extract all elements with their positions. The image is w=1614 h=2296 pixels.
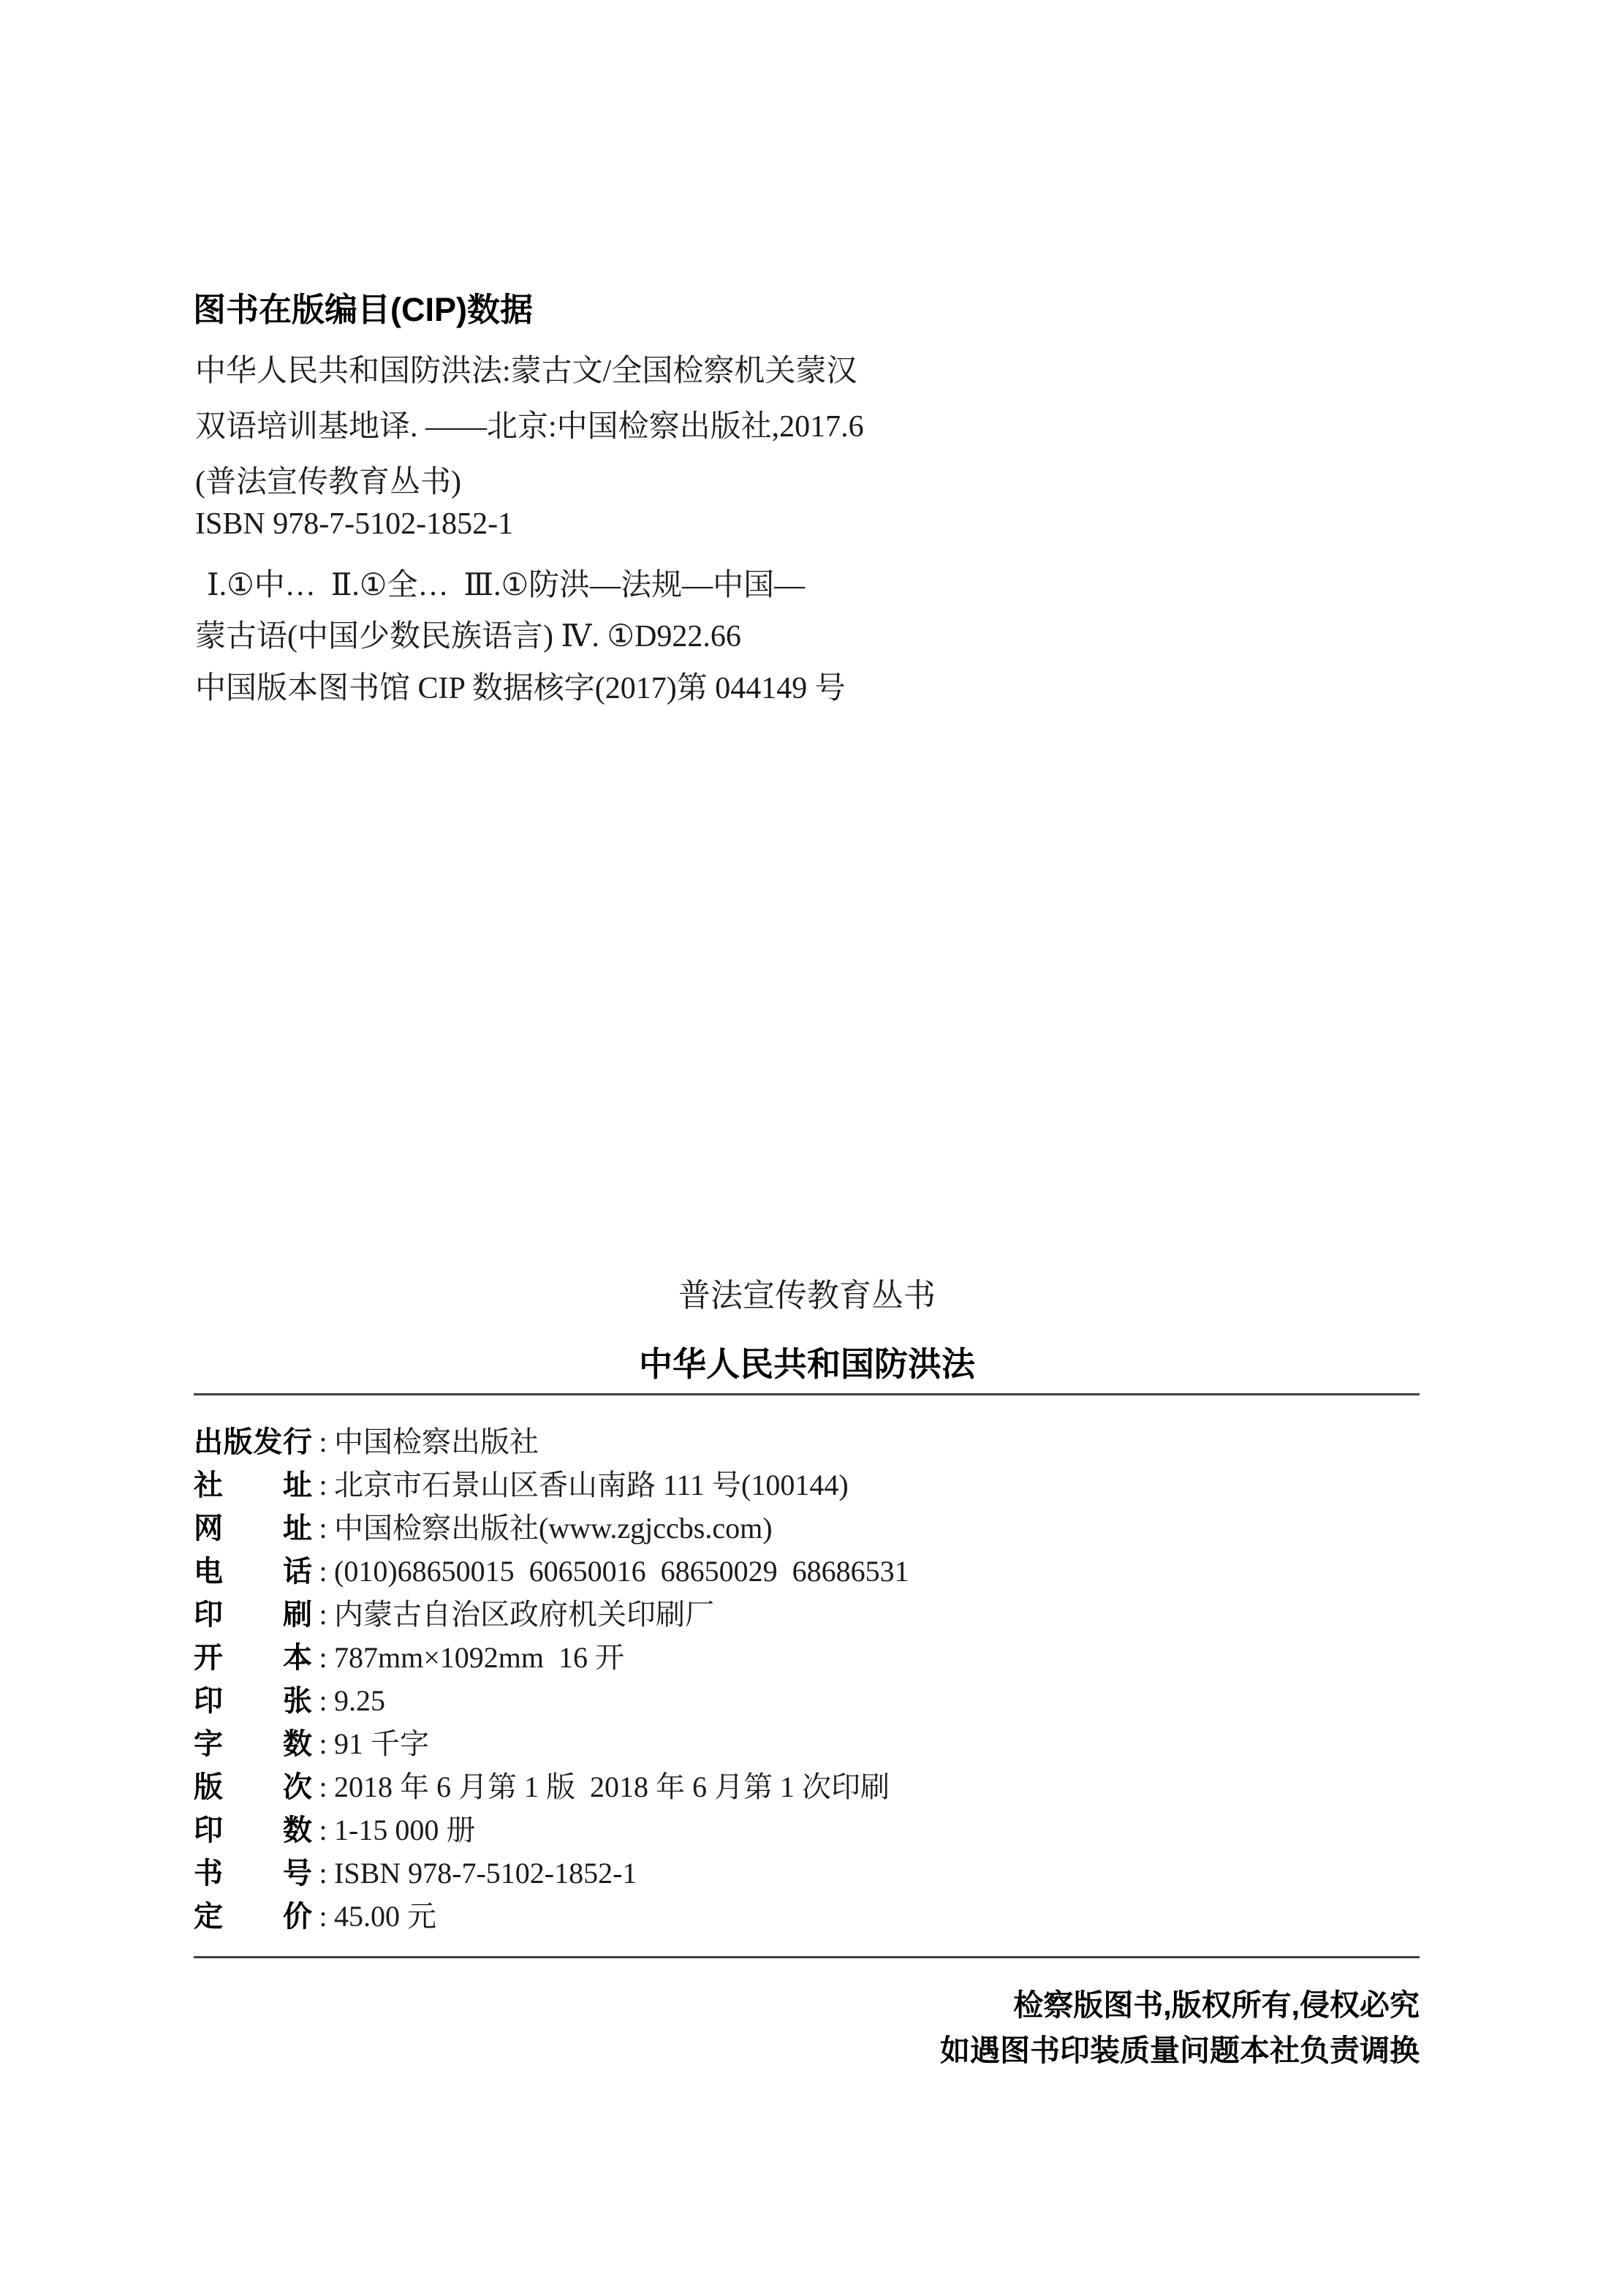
cip-isbn: ISBN 978-7-5102-1852-1	[195, 507, 514, 541]
colophon-value: 787mm×1092mm 16 开	[334, 1641, 625, 1674]
colophon-label-colon: :	[319, 1814, 327, 1846]
colophon-value: 2018 年 6 月第 1 版 2018 年 6 月第 1 次印刷	[334, 1770, 890, 1803]
colophon-row	[194, 1679, 909, 1722]
colophon-label: 印 刷	[194, 1599, 312, 1631]
colophon-label-colon: :	[319, 1900, 327, 1933]
cip-description-line: (普法宣传教育丛书)	[195, 466, 461, 499]
colophon-value: 中国检察出版社(www.zgjccbs.com)	[334, 1512, 773, 1545]
colophon-row	[194, 1507, 909, 1550]
divider-bottom	[194, 1956, 1420, 1958]
colophon-label-colon: :	[319, 1770, 327, 1803]
colophon-row	[194, 1463, 909, 1507]
cip-classification	[195, 560, 805, 662]
colophon-label: 书 号	[194, 1857, 312, 1890]
colophon-row	[194, 1593, 909, 1636]
colophon-value: (010)68650015 60650016 68650029 68686531	[334, 1555, 909, 1588]
colophon-value: 45.00 元	[334, 1900, 436, 1933]
book-title: 中华人民共和国防洪法	[639, 1345, 975, 1383]
colophon-label-colon: :	[319, 1727, 327, 1760]
colophon-label-colon: :	[319, 1598, 327, 1631]
colophon-label-colon: :	[319, 1641, 327, 1674]
series-title: 普法宣传教育丛书	[678, 1278, 936, 1314]
colophon-value: 91 千字	[334, 1727, 429, 1760]
cip-description-line: 中华人民共和国防洪法:蒙古文/全国检察机关蒙汉	[195, 355, 857, 388]
colophon-label-colon: :	[319, 1469, 327, 1501]
colophon-label: 社 址	[194, 1469, 312, 1501]
colophon-label-colon: :	[319, 1857, 327, 1890]
cip-description	[195, 344, 864, 510]
colophon-label: 开 本	[194, 1642, 312, 1674]
cip-description-line: 双语培训基地译. ——北京:中国检察出版社,2017.6	[195, 410, 864, 444]
colophon-value: ISBN 978-7-5102-1852-1	[334, 1857, 637, 1890]
colophon-label-colon: :	[319, 1512, 327, 1545]
colophon-label: 印 张	[194, 1685, 312, 1717]
copyright-notice	[940, 1982, 1420, 2073]
colophon-row	[194, 1895, 909, 1938]
colophon-value: 9.25	[334, 1684, 385, 1717]
colophon-label: 版 次	[194, 1771, 312, 1803]
colophon-label: 电 话	[194, 1556, 312, 1588]
cip-record-number: 中国版本图书馆 CIP 数据核字(2017)第 044149 号	[195, 672, 846, 705]
colophon-label: 字 数	[194, 1728, 312, 1760]
colophon-value: 1-15 000 册	[334, 1814, 476, 1846]
cip-classification-line: Ⅰ.①中… Ⅱ.①全… Ⅲ.①防洪—法规—中国—	[207, 569, 806, 602]
colophon-row	[194, 1765, 909, 1808]
copyright-notice-line: 如遇图书印装质量问题本社负责调换	[940, 2034, 1420, 2067]
cip-heading: 图书在版编目(CIP)数据	[193, 291, 533, 328]
colophon-label-colon: :	[319, 1425, 327, 1458]
colophon-row	[194, 1636, 909, 1679]
colophon-value: 中国检察出版社	[334, 1425, 539, 1458]
colophon-value: 北京市石景山区香山南路 111 号(100144)	[334, 1469, 849, 1501]
colophon-row	[194, 1808, 909, 1852]
colophon-label-colon: :	[319, 1684, 327, 1717]
divider-top	[194, 1393, 1420, 1395]
colophon-row	[194, 1722, 909, 1765]
colophon-label: 印 数	[194, 1814, 312, 1846]
colophon-value: 内蒙古自治区政府机关印刷厂	[334, 1598, 714, 1631]
colophon-row	[194, 1550, 909, 1593]
colophon-label: 网 址	[194, 1512, 312, 1545]
colophon-label-colon: :	[319, 1555, 327, 1588]
copyright-notice-line: 检察版图书,版权所有,侵权必究	[1013, 1988, 1420, 2022]
colophon-label: 定 价	[194, 1901, 312, 1933]
colophon-row	[194, 1420, 909, 1463]
cip-classification-line: 蒙古语(中国少数民族语言) Ⅳ. ①D922.66	[195, 620, 741, 653]
colophon-row	[194, 1852, 909, 1895]
colophon-table	[194, 1420, 909, 1938]
colophon-label: 出 版 发 行	[194, 1426, 312, 1458]
